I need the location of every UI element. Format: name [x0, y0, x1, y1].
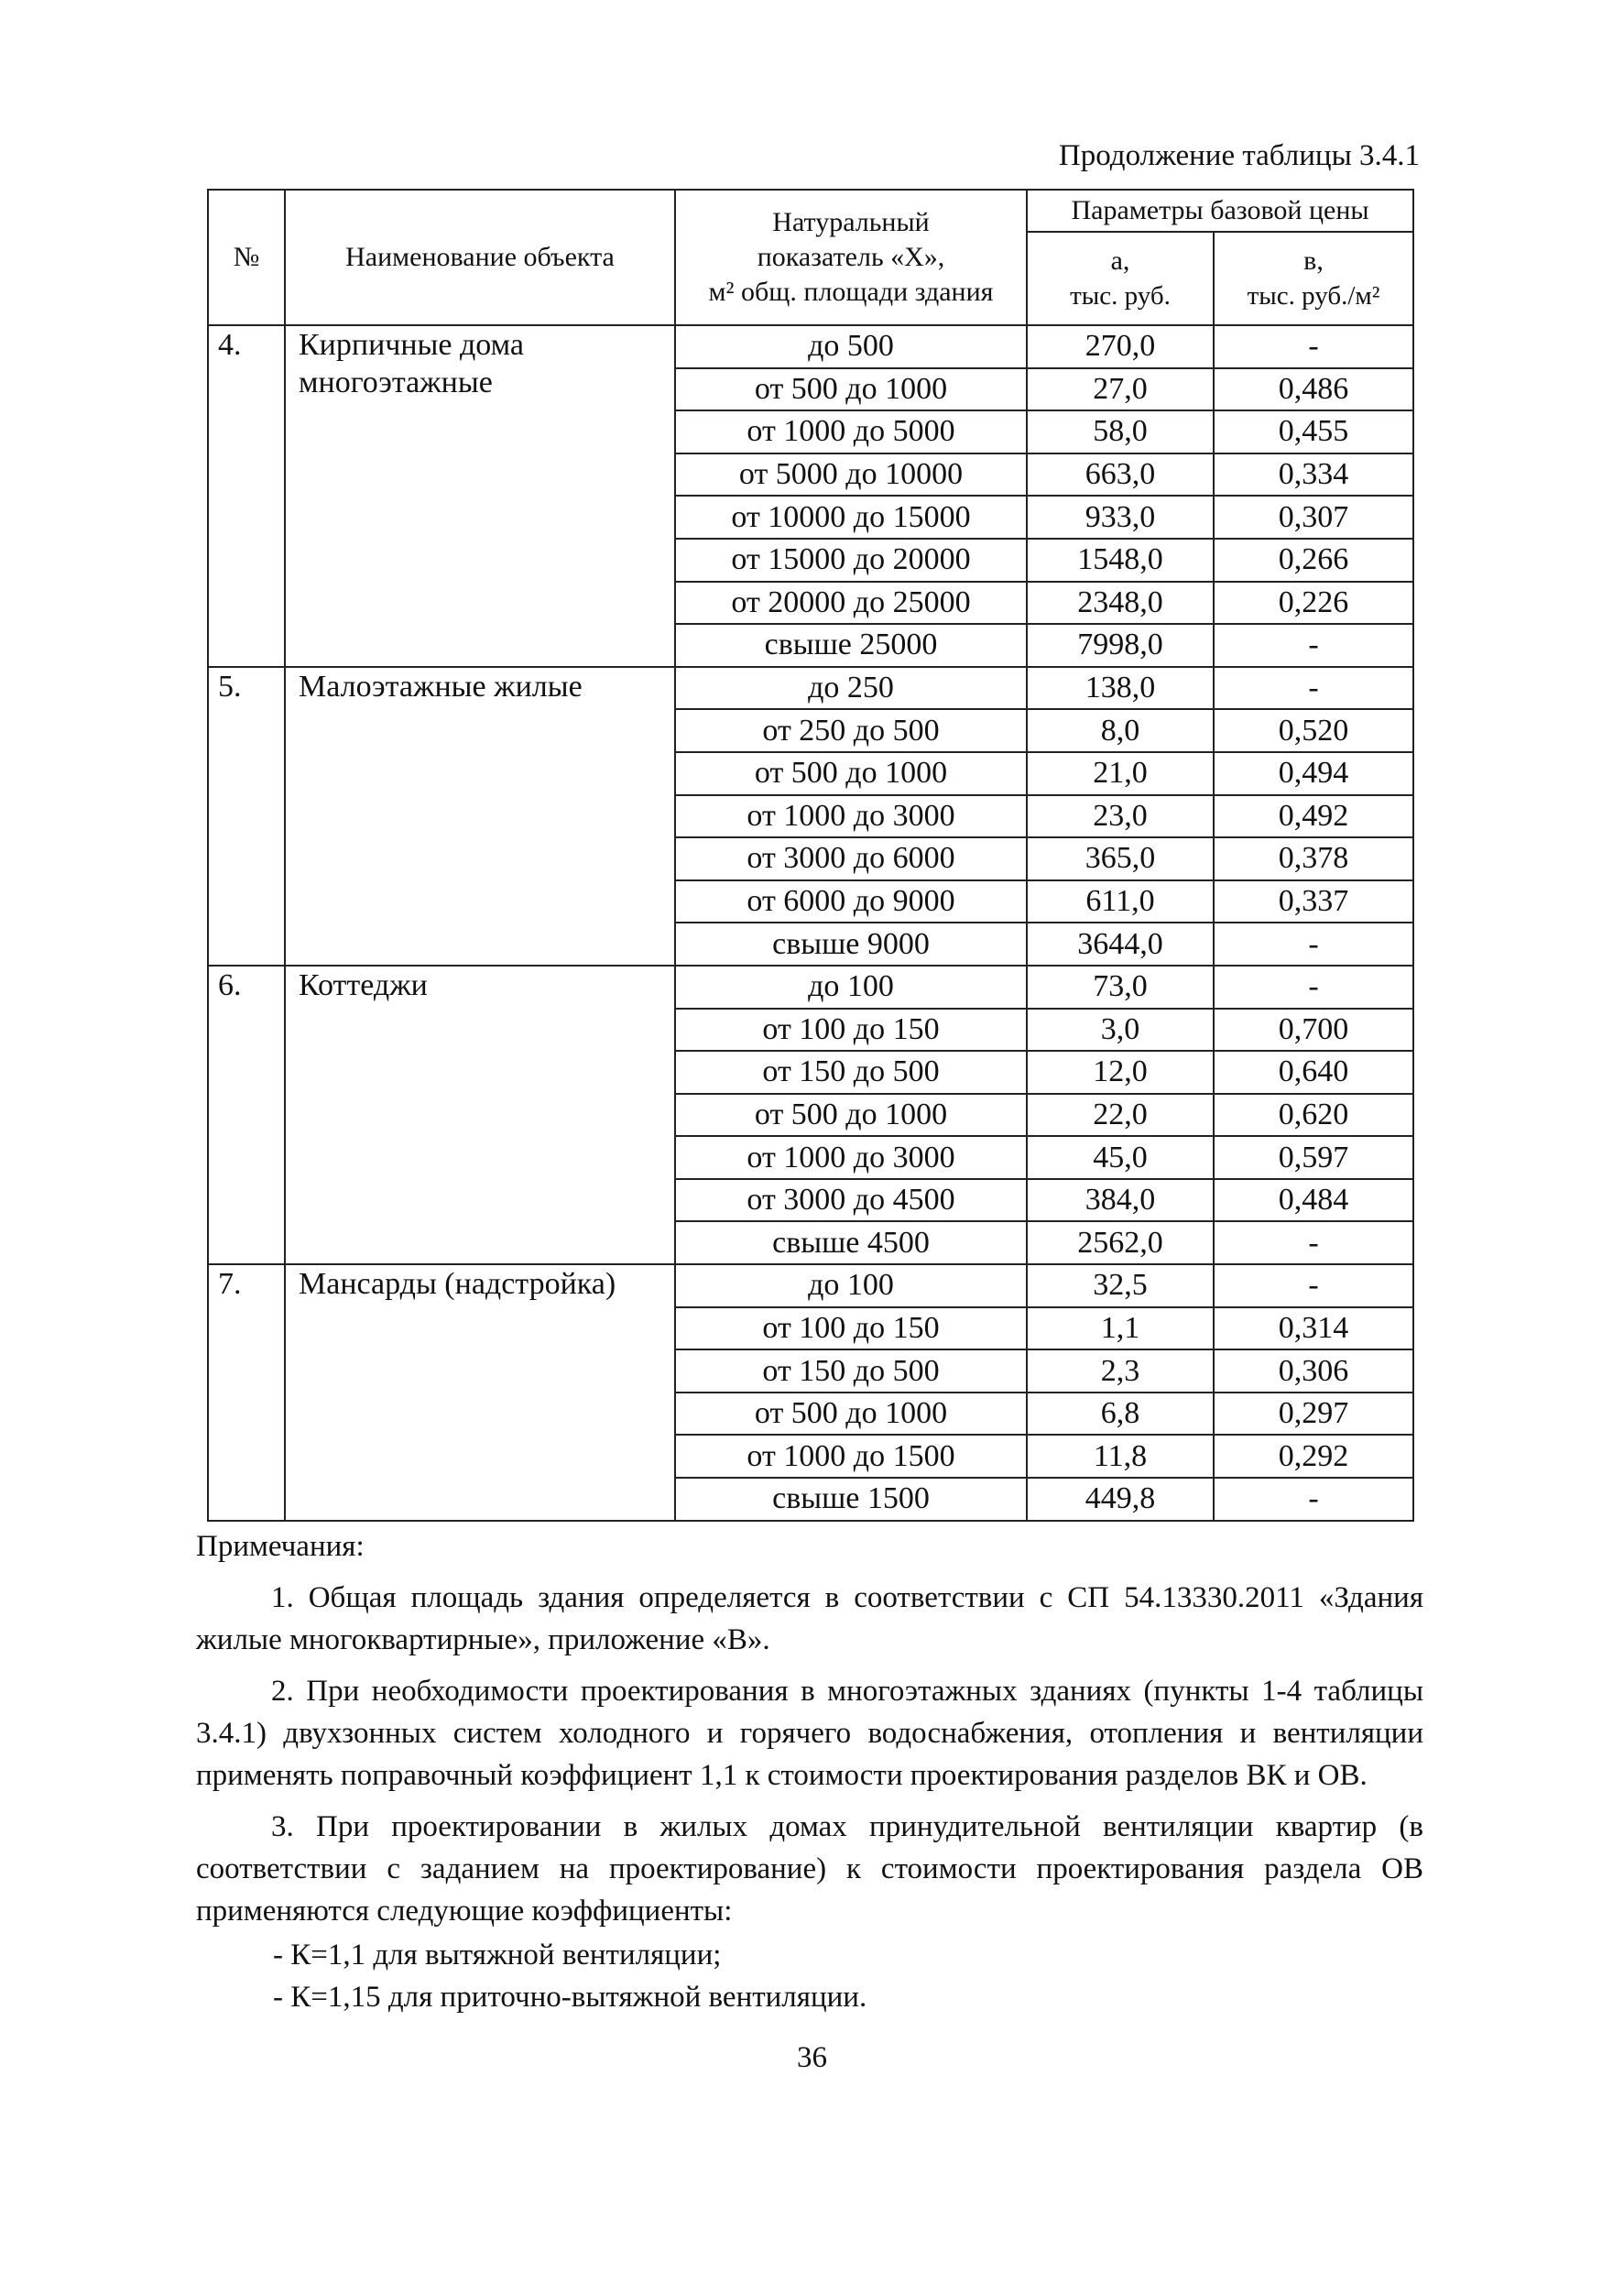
header-name: Наименование объекта [285, 190, 675, 325]
param-a-cell: 6,8 [1027, 1393, 1214, 1436]
param-b-cell: - [1214, 667, 1413, 710]
indicator-cell: от 6000 до 9000 [675, 880, 1027, 923]
indicator-cell: свыше 9000 [675, 923, 1027, 966]
param-a-cell: 45,0 [1027, 1136, 1214, 1179]
page-number: 36 [797, 2041, 827, 2074]
header-a-line1: а, [1110, 246, 1130, 276]
indicator-cell: от 100 до 150 [675, 1009, 1027, 1052]
param-b-cell: 0,492 [1214, 795, 1413, 838]
param-b-cell: 0,640 [1214, 1051, 1413, 1094]
header-a-line2: тыс. руб. [1070, 281, 1171, 311]
param-a-cell: 21,0 [1027, 752, 1214, 795]
indicator-cell: свыше 25000 [675, 624, 1027, 667]
param-b-cell: 0,306 [1214, 1349, 1413, 1393]
param-a-cell: 384,0 [1027, 1179, 1214, 1222]
notes-title: Примечания: [196, 1530, 365, 1563]
header-indicator-line1: Натуральный [772, 207, 930, 237]
param-a-cell: 933,0 [1027, 496, 1214, 539]
param-b-cell: - [1214, 325, 1413, 368]
object-name: Мансарды (надстройка) [285, 1264, 675, 1521]
param-b-cell: 0,494 [1214, 752, 1413, 795]
param-a-cell: 27,0 [1027, 368, 1214, 411]
indicator-cell: от 500 до 1000 [675, 368, 1027, 411]
param-b-cell: 0,700 [1214, 1009, 1413, 1052]
param-a-cell: 2562,0 [1027, 1221, 1214, 1264]
header-no: № [208, 190, 285, 325]
param-b-cell: 0,484 [1214, 1179, 1413, 1222]
indicator-cell: до 500 [675, 325, 1027, 368]
param-a-cell: 23,0 [1027, 795, 1214, 838]
note-1: 1. Общая площадь здания определяется в соответствии с СП 54.13330.2011 «Здания жилые многоквартирные», приложение «В». [196, 1581, 1423, 1656]
indicator-cell: до 100 [675, 1264, 1027, 1307]
header-b-line2: тыс. руб./м² [1247, 281, 1380, 311]
table-row [208, 966, 1413, 1009]
header-indicator [675, 190, 1027, 325]
indicator-cell: от 5000 до 10000 [675, 453, 1027, 497]
param-b-cell: - [1214, 1264, 1413, 1307]
param-a-cell: 32,5 [1027, 1264, 1214, 1307]
indicator-cell: от 500 до 1000 [675, 1393, 1027, 1436]
indicator-cell: от 15000 до 20000 [675, 539, 1027, 582]
price-table [207, 189, 1414, 1522]
indicator-cell: от 3000 до 6000 [675, 837, 1027, 880]
indicator-cell: от 150 до 500 [675, 1349, 1027, 1393]
group-number: 5. [208, 667, 285, 966]
param-b-cell: 0,292 [1214, 1435, 1413, 1478]
param-a-cell: 1,1 [1027, 1307, 1214, 1350]
param-b-cell: 0,378 [1214, 837, 1413, 880]
table-body [208, 325, 1413, 1521]
param-a-cell: 3,0 [1027, 1009, 1214, 1052]
param-a-cell: 8,0 [1027, 709, 1214, 752]
param-a-cell: 22,0 [1027, 1094, 1214, 1137]
indicator-cell: свыше 4500 [675, 1221, 1027, 1264]
indicator-cell: до 250 [675, 667, 1027, 710]
indicator-cell: от 100 до 150 [675, 1307, 1027, 1350]
param-a-cell: 2,3 [1027, 1349, 1214, 1393]
note-bullet-2: - К=1,15 для приточно-вытяжной вентиляции. [273, 1981, 867, 2014]
header-indicator-line2: показатель «Х», [757, 242, 945, 272]
group-number: 4. [208, 325, 285, 667]
param-b-cell: - [1214, 923, 1413, 966]
indicator-cell: от 3000 до 4500 [675, 1179, 1027, 1222]
table-row [208, 1264, 1413, 1307]
header-b [1214, 232, 1413, 325]
param-a-cell: 7998,0 [1027, 624, 1214, 667]
param-a-cell: 12,0 [1027, 1051, 1214, 1094]
indicator-cell: от 250 до 500 [675, 709, 1027, 752]
param-a-cell: 73,0 [1027, 966, 1214, 1009]
note-3: 3. При проектировании в жилых домах принудительной вентиляции квартир (в соответствии с заданием на проектирование) к стоимости проектирования раздела ОВ применяются следующие коэффициенты: [196, 1810, 1423, 1928]
header-params: Параметры базовой цены [1027, 190, 1413, 232]
param-b-cell: 0,226 [1214, 582, 1413, 625]
group-number: 6. [208, 966, 285, 1264]
param-b-cell: - [1214, 624, 1413, 667]
param-a-cell: 611,0 [1027, 880, 1214, 923]
indicator-cell: от 150 до 500 [675, 1051, 1027, 1094]
notes [196, 1525, 1423, 2018]
note-2: 2. При необходимости проектирования в многоэтажных зданиях (пункты 1-4 таблицы 3.4.1) двухзонных систем холодного и горячего водоснабжения, отопления и вентиляции применять поправочный коэффициент 1,1 к стоимости проектирования разделов ВК и ОВ. [196, 1675, 1423, 1792]
header-b-line1: в, [1303, 246, 1324, 276]
param-a-cell: 1548,0 [1027, 539, 1214, 582]
indicator-cell: от 20000 до 25000 [675, 582, 1027, 625]
param-b-cell: 0,455 [1214, 410, 1413, 453]
table-row [208, 325, 1413, 368]
group-number: 7. [208, 1264, 285, 1521]
table-row [208, 667, 1413, 710]
param-a-cell: 138,0 [1027, 667, 1214, 710]
param-b-cell: 0,266 [1214, 539, 1413, 582]
table-caption: Продолжение таблицы 3.4.1 [1058, 139, 1420, 172]
param-a-cell: 270,0 [1027, 325, 1214, 368]
object-name: Кирпичные дома многоэтажные [285, 325, 675, 667]
param-a-cell: 449,8 [1027, 1478, 1214, 1521]
indicator-cell: от 500 до 1000 [675, 1094, 1027, 1137]
indicator-cell: от 500 до 1000 [675, 752, 1027, 795]
param-b-cell: 0,337 [1214, 880, 1413, 923]
param-b-cell: - [1214, 1478, 1413, 1521]
param-b-cell: 0,486 [1214, 368, 1413, 411]
indicator-cell: до 100 [675, 966, 1027, 1009]
indicator-cell: от 1000 до 3000 [675, 795, 1027, 838]
param-a-cell: 365,0 [1027, 837, 1214, 880]
indicator-cell: от 1000 до 1500 [675, 1435, 1027, 1478]
param-a-cell: 58,0 [1027, 410, 1214, 453]
indicator-cell: от 1000 до 3000 [675, 1136, 1027, 1179]
param-a-cell: 663,0 [1027, 453, 1214, 497]
param-a-cell: 11,8 [1027, 1435, 1214, 1478]
header-a [1027, 232, 1214, 325]
param-b-cell: 0,307 [1214, 496, 1413, 539]
param-b-cell: 0,597 [1214, 1136, 1413, 1179]
param-b-cell: 0,520 [1214, 709, 1413, 752]
param-b-cell: 0,297 [1214, 1393, 1413, 1436]
param-b-cell: 0,314 [1214, 1307, 1413, 1350]
indicator-cell: свыше 1500 [675, 1478, 1027, 1521]
param-a-cell: 2348,0 [1027, 582, 1214, 625]
param-b-cell: - [1214, 1221, 1413, 1264]
header-indicator-line3: м² общ. площади здания [708, 277, 994, 307]
param-b-cell: 0,620 [1214, 1094, 1413, 1137]
object-name: Малоэтажные жилые [285, 667, 675, 966]
indicator-cell: от 1000 до 5000 [675, 410, 1027, 453]
object-name: Коттеджи [285, 966, 675, 1264]
param-b-cell: - [1214, 966, 1413, 1009]
param-a-cell: 3644,0 [1027, 923, 1214, 966]
note-bullet-1: - К=1,1 для вытяжной вентиляции; [273, 1939, 722, 1972]
indicator-cell: от 10000 до 15000 [675, 496, 1027, 539]
param-b-cell: 0,334 [1214, 453, 1413, 497]
